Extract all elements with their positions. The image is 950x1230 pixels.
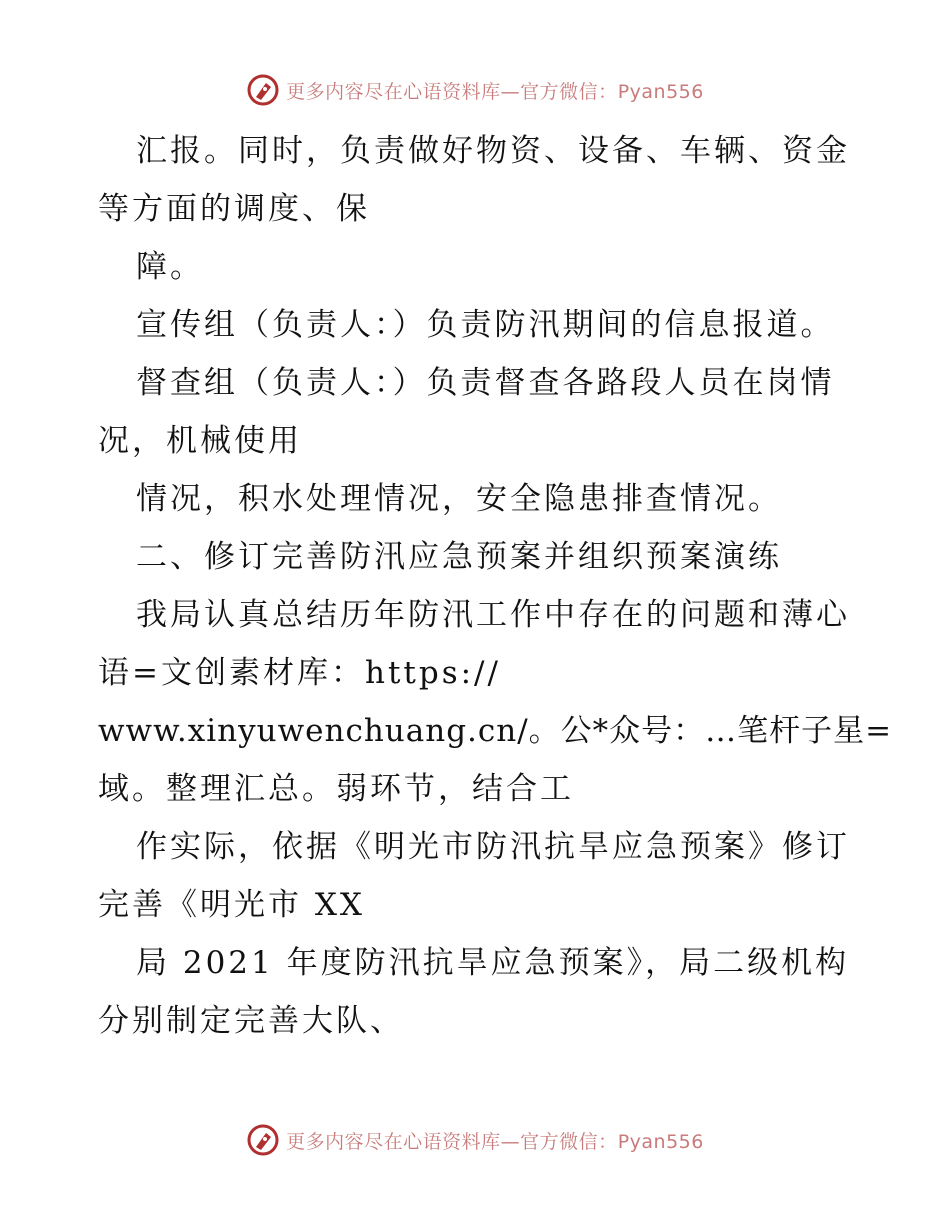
text-line: 作实际，依据《明光市防汛抗旱应急预案》修订 (136, 829, 850, 865)
text-line: 分别制定完善大队、 (98, 1003, 404, 1039)
banner-wechat-id: Pyan556 (617, 80, 704, 103)
text-line: 域。整理汇总。弱环节，结合工 (98, 771, 574, 807)
text-line: www.xinyuwenchuang.cn/。公*众号：…笔杆子星= (98, 713, 893, 749)
pen-nib-logo-icon (246, 1123, 280, 1157)
text-line: 我局认真总结历年防汛工作中存在的问题和薄心 (136, 597, 850, 633)
banner-text (286, 77, 704, 104)
text-line: 况，机械使用 (98, 423, 302, 459)
banner-wechat-id: Pyan556 (617, 1130, 704, 1153)
banner-brand: 更多内容尽在心语资料库 (286, 80, 501, 103)
footer-banner (0, 1120, 950, 1160)
text-line: 完善《明光市 XX (98, 887, 365, 923)
text-line: 情况，积水处理情况，安全隐患排查情况。 (136, 481, 782, 517)
banner-brand: 更多内容尽在心语资料库 (286, 1130, 501, 1153)
text-line: 语=文创素材库：https:// (98, 655, 501, 691)
text-line: 等方面的调度、保 (98, 191, 370, 227)
banner-wechat-label: 官方微信： (520, 80, 618, 103)
section-heading: 二、修订完善防汛应急预案并组织预案演练 (136, 539, 782, 575)
banner-wechat-label: 官方微信： (520, 1130, 618, 1153)
text-line: 汇报。同时，负责做好物资、设备、车辆、资金 (136, 133, 850, 169)
text-line: 督查组（负责人：）负责督查各路段人员在岗情 (136, 365, 835, 401)
document-body (98, 122, 893, 1050)
banner-text (286, 1127, 704, 1154)
header-banner (0, 70, 950, 110)
text-line: 障。 (136, 249, 204, 285)
text-line: 局 2021 年度防汛抗旱应急预案》，局二级机构 (136, 945, 850, 981)
pen-nib-logo-icon (246, 73, 280, 107)
text-line: 宣传组（负责人：）负责防汛期间的信息报道。 (136, 307, 835, 343)
banner-separator: — (500, 80, 521, 103)
banner-separator: — (500, 1130, 521, 1153)
